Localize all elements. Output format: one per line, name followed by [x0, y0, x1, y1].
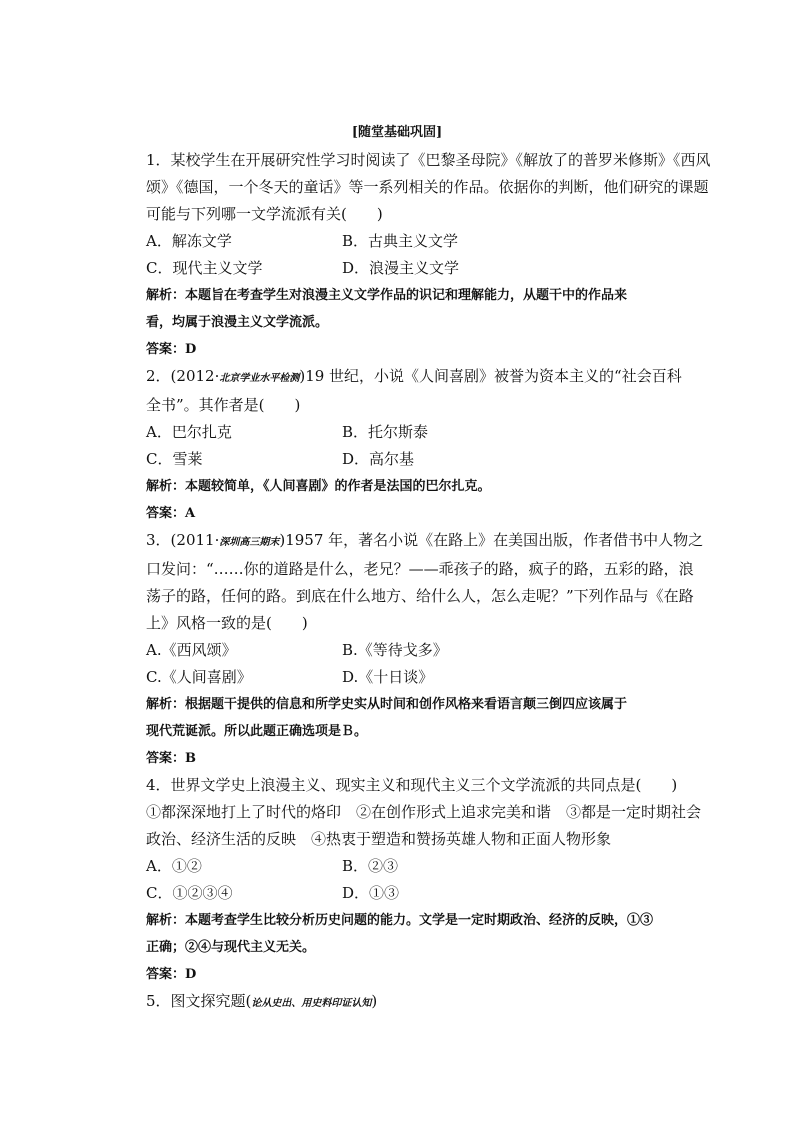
option-d: D．①③ [342, 884, 400, 902]
question-text-rest: )1957 年，著名小说《在路上》在美国出版，作者借书中人物之 [279, 531, 704, 549]
option-b: B．托尔斯泰 [342, 423, 429, 441]
question-prefix: 2．(2012· [146, 367, 220, 385]
question-text: 荡子的路，任何的路。到底在什么地方、给什么人，怎么走呢？”下列作品与《在路 [146, 587, 694, 605]
explanation: 现代荒诞派。所以此题正确选项是Ｂ。 [146, 724, 368, 739]
question-text: 口发问：“……你的道路是什么，老兄？——乖孩子的路，疯子的路，五彩的路，浪 [146, 560, 694, 578]
source-tag: 深圳高三期末 [219, 537, 280, 548]
question-text: 政治、经济生活的反映 ④热衷于塑造和赞扬英雄人物和正面人物形象 [146, 830, 612, 848]
answer: 答案：B [146, 751, 196, 766]
question-text [146, 363, 682, 392]
question-5 [146, 988, 656, 1017]
question-text: 全书”。其作者是( ) [146, 396, 301, 414]
options-row [146, 228, 656, 255]
option-c: C．现代主义文学 [146, 259, 263, 277]
question-text [146, 527, 704, 556]
question-text: 1．某校学生在开展研究性学习时阅读了《巴黎圣母院》《解放了的普罗米修斯》《西风 [146, 151, 711, 169]
question-3 [146, 527, 704, 772]
question-prefix: 5．图文探究题( [146, 992, 252, 1010]
explanation: 正确；②④与现代主义无关。 [146, 940, 316, 955]
explanation: 解析：本题较简单，《人间喜剧》的作者是法国的巴尔扎克。 [146, 479, 491, 494]
option-b: B．古典主义文学 [342, 232, 459, 250]
option-a: A．解冻文学 [146, 232, 232, 250]
question-text: ①都深深地打上了时代的烙印 ②在创作形式上追求完美和谐 ③都是一定时期社会 [146, 803, 702, 821]
question-text [146, 988, 656, 1017]
section-header: [随堂基础巩固] [351, 125, 443, 140]
options-row [146, 880, 656, 907]
answer: 答案：A [146, 506, 196, 521]
explanation: 看，均属于浪漫主义文学流派。 [146, 315, 329, 330]
option-a: A.《西风颂》 [146, 641, 237, 659]
option-d: D.《十日谈》 [342, 668, 434, 686]
option-c: C．①②③④ [146, 884, 233, 902]
source-tag: 论从史出、用史料印证认知 [251, 998, 372, 1009]
question-prefix: 3．(2011· [146, 531, 220, 549]
explanation: 解析：本题旨在考查学生对浪漫主义文学作品的识记和理解能力，从题干中的作品来 [146, 288, 628, 303]
answer: 答案：D [146, 342, 197, 357]
question-text: 上》风格一致的是( ) [146, 614, 308, 632]
options-row [146, 637, 656, 664]
question-text: 可能与下列哪一文学流派有关( ) [146, 205, 383, 223]
question-1 [146, 147, 711, 363]
options-row [146, 853, 656, 880]
answer: 答案：D [146, 967, 197, 982]
explanation: 解析：根据题干提供的信息和所学史实从时间和创作风格来看语言颠三倒四应该属于 [146, 697, 628, 712]
source-tag: 北京学业水平检测 [219, 373, 300, 384]
question-text-rest: )19 世纪，小说《人间喜剧》被誉为资本主义的“社会百科 [299, 367, 682, 385]
option-a: A．巴尔扎克 [146, 423, 232, 441]
question-2 [146, 363, 682, 527]
option-d: D．浪漫主义文学 [342, 259, 460, 277]
question-4 [146, 772, 702, 988]
option-c: C.《人间喜剧》 [146, 668, 252, 686]
options-row [146, 664, 656, 691]
option-b: B．②③ [342, 857, 399, 875]
option-a: A．①② [146, 857, 202, 875]
option-b: B.《等待戈多》 [342, 641, 448, 659]
options-row [146, 446, 656, 473]
option-c: C．雪莱 [146, 450, 203, 468]
explanation: 解析：本题考查学生比较分析历史问题的能力。文学是一定时期政治、经济的反映，①③ [146, 913, 654, 928]
option-d: D．高尔基 [342, 450, 415, 468]
options-row [146, 255, 656, 282]
question-text: 颂》《德国，一个冬天的童话》等一系列相关的作品。依据你的判断，他们研究的课题 [146, 178, 709, 196]
options-row [146, 419, 656, 446]
question-text: 4．世界文学史上浪漫主义、现实主义和现代主义三个文学流派的共同点是( ) [146, 776, 678, 794]
question-list [146, 147, 711, 1017]
question-suffix: ) [371, 992, 378, 1010]
